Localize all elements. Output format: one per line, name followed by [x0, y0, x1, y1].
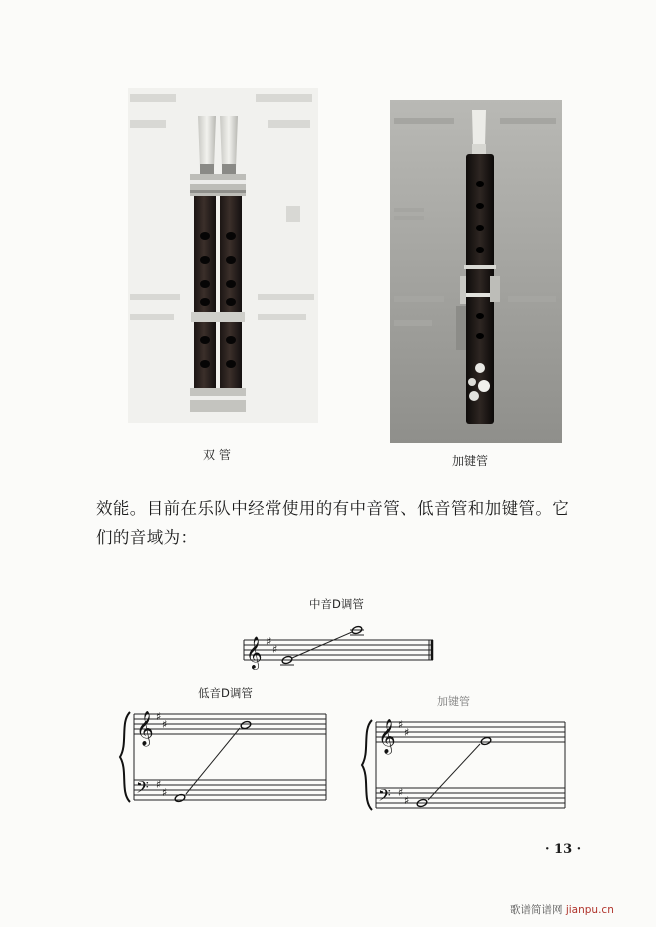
music-staff-alto-d: [240, 620, 440, 670]
svg-text:♯: ♯: [162, 786, 168, 799]
svg-text:♯: ♯: [404, 726, 410, 739]
music-title-bass-d: 低音D调管: [198, 686, 253, 700]
svg-text:𝄞: 𝄞: [136, 711, 154, 746]
svg-text:𝄢: 𝄢: [136, 777, 149, 801]
music-title-keyed: 加键管: [437, 695, 470, 708]
svg-text:♯: ♯: [398, 718, 404, 731]
svg-text:♯: ♯: [272, 643, 278, 656]
caption-double-pipe: 双 管: [203, 448, 231, 462]
svg-text:♯: ♯: [156, 710, 162, 723]
svg-text:♯: ♯: [404, 794, 410, 807]
photo-keyed-pipe: [390, 100, 562, 443]
body-line-1: 效能。目前在乐队中经常使用的有中音管、低音管和加键管。它: [96, 499, 570, 518]
music-staff-bass-d: [112, 700, 334, 808]
svg-text:♯: ♯: [156, 778, 162, 791]
svg-text:𝄞: 𝄞: [378, 719, 396, 754]
svg-text:𝄢: 𝄢: [378, 785, 391, 809]
body-paragraph: [96, 494, 596, 552]
svg-text:♯: ♯: [162, 718, 168, 731]
watermark-url: jianpu.cn: [565, 904, 614, 916]
watermark: [510, 902, 614, 917]
photo-double-pipe: [128, 88, 318, 423]
page-number: · 13 ·: [545, 842, 582, 857]
body-line-2: 们的音域为：: [96, 528, 198, 547]
music-title-alto-d: 中音D调管: [309, 597, 364, 611]
watermark-site: 歌谱简谱网: [510, 904, 563, 916]
caption-keyed-pipe: 加键管: [452, 454, 489, 468]
music-staff-keyed: [356, 712, 570, 816]
svg-text:♯: ♯: [266, 635, 272, 648]
svg-text:♯: ♯: [398, 786, 404, 799]
svg-text:𝄞: 𝄞: [246, 636, 263, 669]
